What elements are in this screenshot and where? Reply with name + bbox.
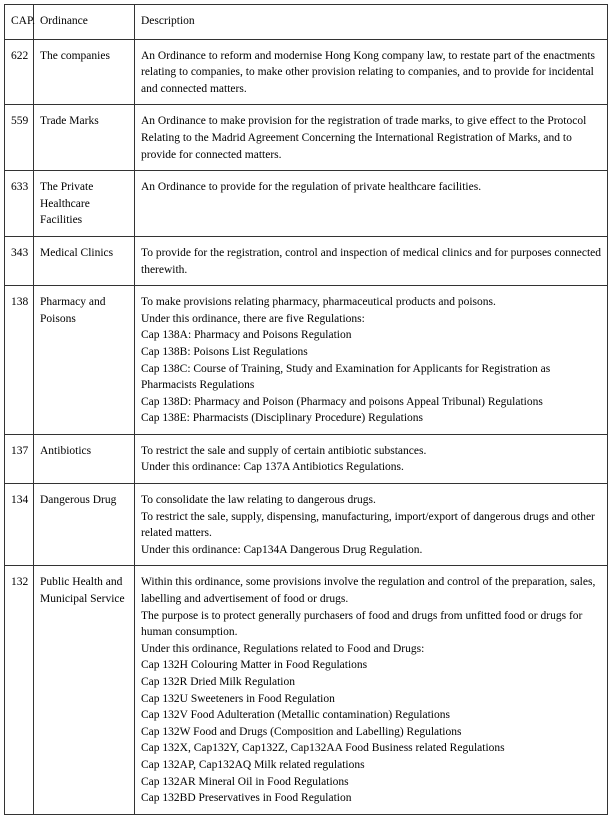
description-line: Cap 138D: Pharmacy and Poison (Pharmacy and poisons Appeal Tribunal) Regulations <box>141 395 543 408</box>
description-line: To restrict the sale and supply of certain antibiotic substances. <box>141 444 427 457</box>
description-cell <box>135 434 608 483</box>
description-line: An Ordinance to make provision for the registration of trade marks, to give effect to the Protocol Relating to the Madrid Agreement Concerning the International Registration of Marks, and to provide for connected matters. <box>141 115 587 161</box>
cap-number: 132 <box>5 566 34 814</box>
description-line: An Ordinance to reform and modernise Hong Kong company law, to restate part of the enactments relating to companies, to make other provision relating to companies, and to provide for incidental and connected matters. <box>141 49 595 95</box>
table-row <box>5 236 608 285</box>
header-cap: CAP. <box>5 5 34 40</box>
description-line: Within this ordinance, some provisions involve the regulation and control of the preparation, sales, labelling and advertisement of food or drugs. <box>141 576 596 606</box>
header-row <box>5 5 608 40</box>
table-row <box>5 39 608 105</box>
ordinance-name: The Private Healthcare Facilities <box>34 171 135 237</box>
description-line: Cap 132U Sweeteners in Food Regulation <box>141 692 335 705</box>
cap-number: 559 <box>5 105 34 171</box>
cap-number: 134 <box>5 484 34 566</box>
ordinance-table <box>4 4 608 815</box>
description-line: Cap 138B: Poisons List Regulations <box>141 345 308 358</box>
table-body <box>5 39 608 814</box>
description-cell <box>135 236 608 285</box>
description-cell <box>135 566 608 814</box>
description-line: Cap 132V Food Adulteration (Metallic contamination) Regulations <box>141 709 450 722</box>
description-line: An Ordinance to provide for the regulation of private healthcare facilities. <box>141 181 482 194</box>
table-row <box>5 105 608 171</box>
ordinance-name: Public Health and Municipal Service <box>34 566 135 814</box>
description-cell <box>135 484 608 566</box>
table-row <box>5 434 608 483</box>
cap-number: 622 <box>5 39 34 105</box>
description-line: Under this ordinance: Cap 137A Antibiotics Regulations. <box>141 461 404 474</box>
description-line: Cap 132H Colouring Matter in Food Regulations <box>141 659 368 672</box>
description-line: The purpose is to protect generally purchasers of food and drugs from unfitted food or drugs for human consumption. <box>141 609 583 639</box>
ordinance-name: Dangerous Drug <box>34 484 135 566</box>
description-line: Under this ordinance, there are five Regulations: <box>141 312 365 325</box>
ordinance-name: Trade Marks <box>34 105 135 171</box>
ordinance-name: The companies <box>34 39 135 105</box>
description-line: To consolidate the law relating to dangerous drugs. <box>141 494 376 507</box>
description-line: Cap 132AP, Cap132AQ Milk related regulations <box>141 758 365 771</box>
description-line: Cap 138A: Pharmacy and Poisons Regulation <box>141 329 352 342</box>
description-cell <box>135 105 608 171</box>
table-row <box>5 484 608 566</box>
ordinance-name: Medical Clinics <box>34 236 135 285</box>
table-row <box>5 171 608 237</box>
ordinance-name: Pharmacy and Poisons <box>34 286 135 435</box>
cap-number: 137 <box>5 434 34 483</box>
description-cell <box>135 39 608 105</box>
description-cell <box>135 171 608 237</box>
description-cell <box>135 286 608 435</box>
description-line: Cap 132R Dried Milk Regulation <box>141 676 295 688</box>
cap-number: 343 <box>5 236 34 285</box>
description-line: To provide for the registration, control and inspection of medical clinics and for purposes connected therewith. <box>141 246 602 276</box>
description-line: Cap 138C: Course of Training, Study and Examination for Applicants for Registration as Pharmacists Regulations <box>141 362 551 392</box>
description-line: Under this ordinance, Regulations related to Food and Drugs: <box>141 642 425 655</box>
ordinance-name: Antibiotics <box>34 434 135 483</box>
cap-number: 138 <box>5 286 34 435</box>
table-row <box>5 566 608 814</box>
description-line: Under this ordinance: Cap134A Dangerous Drug Regulation. <box>141 543 423 556</box>
description-line: Cap 132X, Cap132Y, Cap132Z, Cap132AA Food Business related Regulations <box>141 742 505 755</box>
description-line: Cap 138E: Pharmacists (Disciplinary Procedure) Regulations <box>141 412 424 425</box>
header-ordinance: Ordinance <box>34 5 135 40</box>
cap-number: 633 <box>5 171 34 237</box>
description-line: Cap 132AR Mineral Oil in Food Regulations <box>141 775 349 788</box>
description-line: To restrict the sale, supply, dispensing, manufacturing, import/export of dangerous drugs and other related matters. <box>141 510 595 540</box>
description-line: Cap 132W Food and Drugs (Composition and Labelling) Regulations <box>141 725 462 738</box>
table-row <box>5 286 608 435</box>
description-line: Cap 132BD Preservatives in Food Regulation <box>141 792 352 805</box>
header-description: Description <box>135 5 608 40</box>
description-line: To make provisions relating pharmacy, pharmaceutical products and poisons. <box>141 296 496 309</box>
